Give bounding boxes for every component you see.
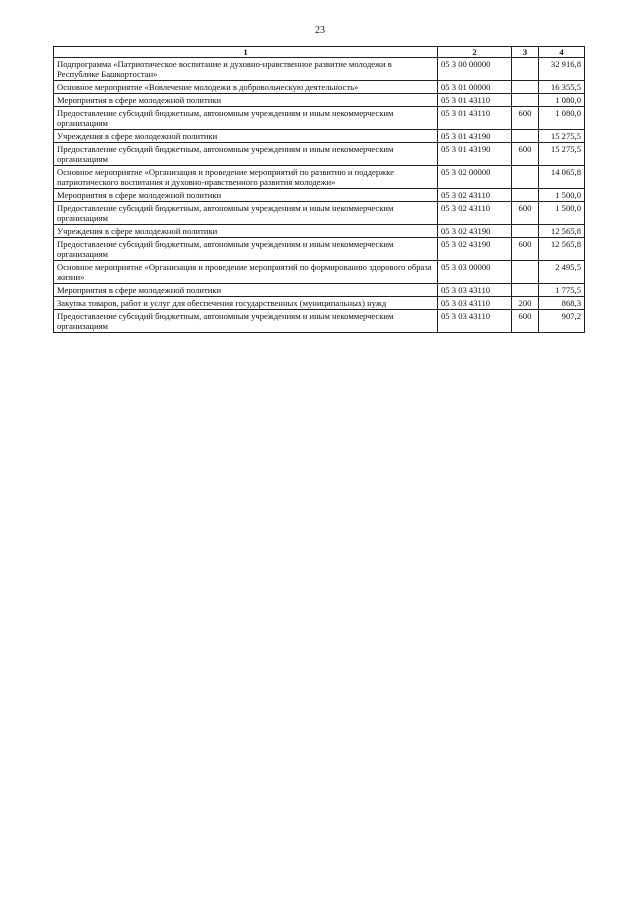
cell-expense-type [512, 130, 539, 143]
table-row [54, 189, 585, 202]
cell-name: Основное мероприятие «Организация и проведение мероприятий по формированию здорового образа жизни» [54, 261, 438, 284]
cell-sum: 1 500,0 [539, 202, 585, 225]
cell-code: 05 3 02 43110 [438, 202, 512, 225]
cell-name: Подпрограмма «Патриотическое воспитание и духовно-нравственное развитие молодежи в Республике Башкортостан» [54, 58, 438, 81]
cell-code: 05 3 03 43110 [438, 310, 512, 333]
cell-code: 05 3 01 43190 [438, 143, 512, 166]
cell-name: Мероприятия в сфере молодежной политики [54, 94, 438, 107]
column-header-sum: 4 [539, 47, 585, 58]
cell-expense-type [512, 58, 539, 81]
cell-sum: 12 565,8 [539, 238, 585, 261]
page-number: 23 [315, 25, 325, 36]
table-row [54, 166, 585, 189]
cell-code: 05 3 01 43110 [438, 94, 512, 107]
table-header-row [54, 47, 585, 58]
cell-sum: 1 775,5 [539, 284, 585, 297]
cell-code: 05 3 02 43110 [438, 189, 512, 202]
cell-expense-type: 600 [512, 310, 539, 333]
table-body [54, 58, 585, 333]
budget-table [53, 46, 585, 333]
table-row [54, 130, 585, 143]
table-row [54, 261, 585, 284]
cell-name: Предоставление субсидий бюджетным, автономным учреждениям и иным некоммерческим организациям [54, 107, 438, 130]
cell-sum: 1 080,0 [539, 107, 585, 130]
cell-expense-type: 600 [512, 107, 539, 130]
cell-expense-type [512, 284, 539, 297]
column-header-name: 1 [54, 47, 438, 58]
cell-sum: 15 275,5 [539, 130, 585, 143]
cell-name: Учреждения в сфере молодежной политики [54, 130, 438, 143]
cell-sum: 1 500,0 [539, 189, 585, 202]
cell-name: Предоставление субсидий бюджетным, автономным учреждениям и иным некоммерческим организациям [54, 238, 438, 261]
cell-code: 05 3 03 43110 [438, 297, 512, 310]
cell-sum: 907,2 [539, 310, 585, 333]
cell-expense-type [512, 166, 539, 189]
cell-expense-type: 200 [512, 297, 539, 310]
cell-name: Мероприятия в сфере молодежной политики [54, 284, 438, 297]
cell-expense-type [512, 225, 539, 238]
cell-code: 05 3 02 43190 [438, 238, 512, 261]
cell-sum: 32 916,8 [539, 58, 585, 81]
cell-code: 05 3 03 00000 [438, 261, 512, 284]
cell-name: Учреждения в сфере молодежной политики [54, 225, 438, 238]
cell-sum: 12 565,8 [539, 225, 585, 238]
table-row [54, 81, 585, 94]
cell-code: 05 3 02 43190 [438, 225, 512, 238]
cell-expense-type [512, 94, 539, 107]
table-row [54, 284, 585, 297]
cell-expense-type [512, 81, 539, 94]
cell-name: Закупка товаров, работ и услуг для обеспечения государственных (муниципальных) нужд [54, 297, 438, 310]
cell-name: Мероприятия в сфере молодежной политики [54, 189, 438, 202]
table-row [54, 202, 585, 225]
column-header-expense-type: 3 [512, 47, 539, 58]
table-row [54, 143, 585, 166]
cell-name: Предоставление субсидий бюджетным, автономным учреждениям и иным некоммерческим организациям [54, 202, 438, 225]
cell-name: Предоставление субсидий бюджетным, автономным учреждениям и иным некоммерческим организациям [54, 143, 438, 166]
cell-code: 05 3 03 43110 [438, 284, 512, 297]
cell-sum: 16 355,5 [539, 81, 585, 94]
cell-sum: 1 080,0 [539, 94, 585, 107]
column-header-code: 2 [438, 47, 512, 58]
table-row [54, 94, 585, 107]
table-row [54, 297, 585, 310]
cell-code: 05 3 01 43190 [438, 130, 512, 143]
cell-expense-type: 600 [512, 238, 539, 261]
cell-sum: 14 065,8 [539, 166, 585, 189]
cell-expense-type [512, 261, 539, 284]
cell-sum: 868,3 [539, 297, 585, 310]
table-row [54, 107, 585, 130]
cell-expense-type: 600 [512, 143, 539, 166]
table-row [54, 238, 585, 261]
table-row [54, 310, 585, 333]
table-row [54, 225, 585, 238]
cell-name: Основное мероприятие «Вовлечение молодежи в добровольческую деятельность» [54, 81, 438, 94]
cell-sum: 2 495,5 [539, 261, 585, 284]
cell-expense-type: 600 [512, 202, 539, 225]
cell-code: 05 3 00 00000 [438, 58, 512, 81]
cell-sum: 15 275,5 [539, 143, 585, 166]
table-row [54, 58, 585, 81]
cell-code: 05 3 01 43110 [438, 107, 512, 130]
cell-code: 05 3 01 00000 [438, 81, 512, 94]
cell-name: Основное мероприятие «Организация и проведение мероприятий по развитию и поддержке патриотического воспитания и духовно-нравственного развития молодежи» [54, 166, 438, 189]
cell-code: 05 3 02 00000 [438, 166, 512, 189]
cell-expense-type [512, 189, 539, 202]
cell-name: Предоставление субсидий бюджетным, автономным учреждениям и иным некоммерческим организациям [54, 310, 438, 333]
